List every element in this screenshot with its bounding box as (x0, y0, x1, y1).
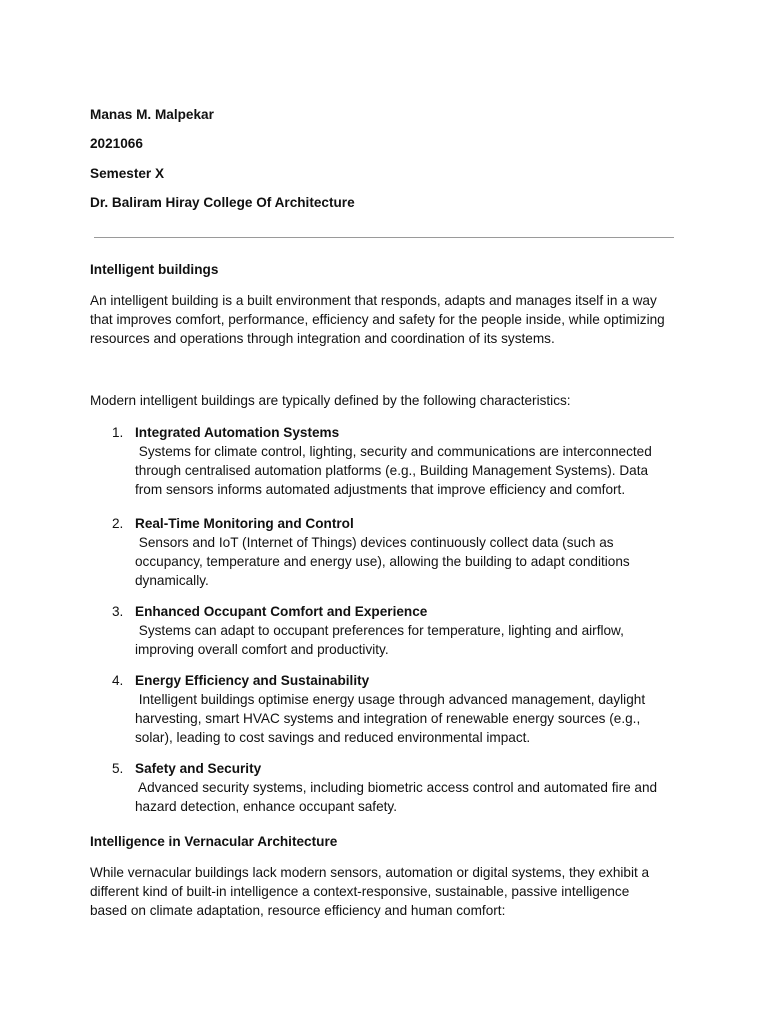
list-item-line: solar), leading to cost savings and reduced environmental impact. (135, 730, 531, 745)
list-item-body (135, 514, 695, 590)
list-item-body (135, 671, 695, 747)
list-number: 3. (112, 604, 124, 619)
list-number: 1. (112, 425, 124, 440)
paragraph-line: based on climate adaptation, resource efficiency and human comfort: (90, 903, 506, 918)
list-item-title: Enhanced Occupant Comfort and Experience (135, 604, 428, 619)
paragraph-line: different kind of built-in intelligence a context-responsive, sustainable, passive intelligence (90, 884, 630, 899)
vernacular-paragraph (90, 863, 680, 920)
author-name: Manas M. Malpekar (90, 107, 214, 122)
list-item-line: Intelligent buildings optimise energy usage through advanced management, daylight (135, 692, 646, 707)
list-item-line: harvesting, smart HVAC systems and integration of renewable energy sources (e.g., (135, 711, 641, 726)
list-item-line: improving overall comfort and productivity. (135, 642, 389, 657)
list-number: 5. (112, 761, 124, 776)
list-item-title: Real-Time Monitoring and Control (135, 516, 354, 531)
list-item-body (135, 602, 695, 659)
list-item-line: Sensors and IoT (Internet of Things) devices continuously collect data (such as (135, 535, 614, 550)
list-item-line: from sensors informs automated adjustments that improve efficiency and comfort. (135, 482, 626, 497)
paragraph-line: While vernacular buildings lack modern sensors, automation or digital systems, they exhibit a (90, 865, 650, 880)
list-number: 4. (112, 673, 124, 688)
section-heading-vernacular: Intelligence in Vernacular Architecture (90, 834, 338, 849)
list-item-title: Safety and Security (135, 761, 262, 776)
section-heading-intelligent-buildings: Intelligent buildings (90, 262, 219, 277)
paragraph-line: resources and operations through integration and coordination of its systems. (90, 331, 555, 346)
characteristics-lead-in (90, 391, 680, 410)
list-item-line: through centralised automation platforms (e.g., Building Management Systems). Data (135, 463, 649, 478)
student-id: 2021066 (90, 136, 143, 151)
college-name: Dr. Baliram Hiray College Of Architecture (90, 195, 355, 210)
list-number: 2. (112, 516, 124, 531)
list-item-line: Systems can adapt to occupant preferences for temperature, lighting and airflow, (135, 623, 624, 638)
list-item-body (135, 423, 695, 499)
semester-label: Semester X (90, 166, 165, 181)
list-item-line: occupancy, temperature and energy use), allowing the building to adapt conditions (135, 554, 630, 569)
list-item-line: Advanced security systems, including biometric access control and automated fire and (135, 780, 658, 795)
list-item-line: hazard detection, enhance occupant safety. (135, 799, 397, 814)
list-item-body (135, 759, 695, 816)
list-item-title: Energy Efficiency and Sustainability (135, 673, 370, 688)
list-item-title: Integrated Automation Systems (135, 425, 340, 440)
list-item-line: Systems for climate control, lighting, security and communications are interconnected (135, 444, 652, 459)
intro-paragraph (90, 291, 680, 348)
paragraph-line: Modern intelligent buildings are typically defined by the following characteristics: (90, 393, 571, 408)
horizontal-divider (94, 237, 674, 238)
list-item-line: dynamically. (135, 573, 209, 588)
paragraph-line: An intelligent building is a built environment that responds, adapts and manages itself in a way (90, 293, 657, 308)
paragraph-line: that improves comfort, performance, efficiency and safety for the people inside, while optimizing (90, 312, 665, 327)
